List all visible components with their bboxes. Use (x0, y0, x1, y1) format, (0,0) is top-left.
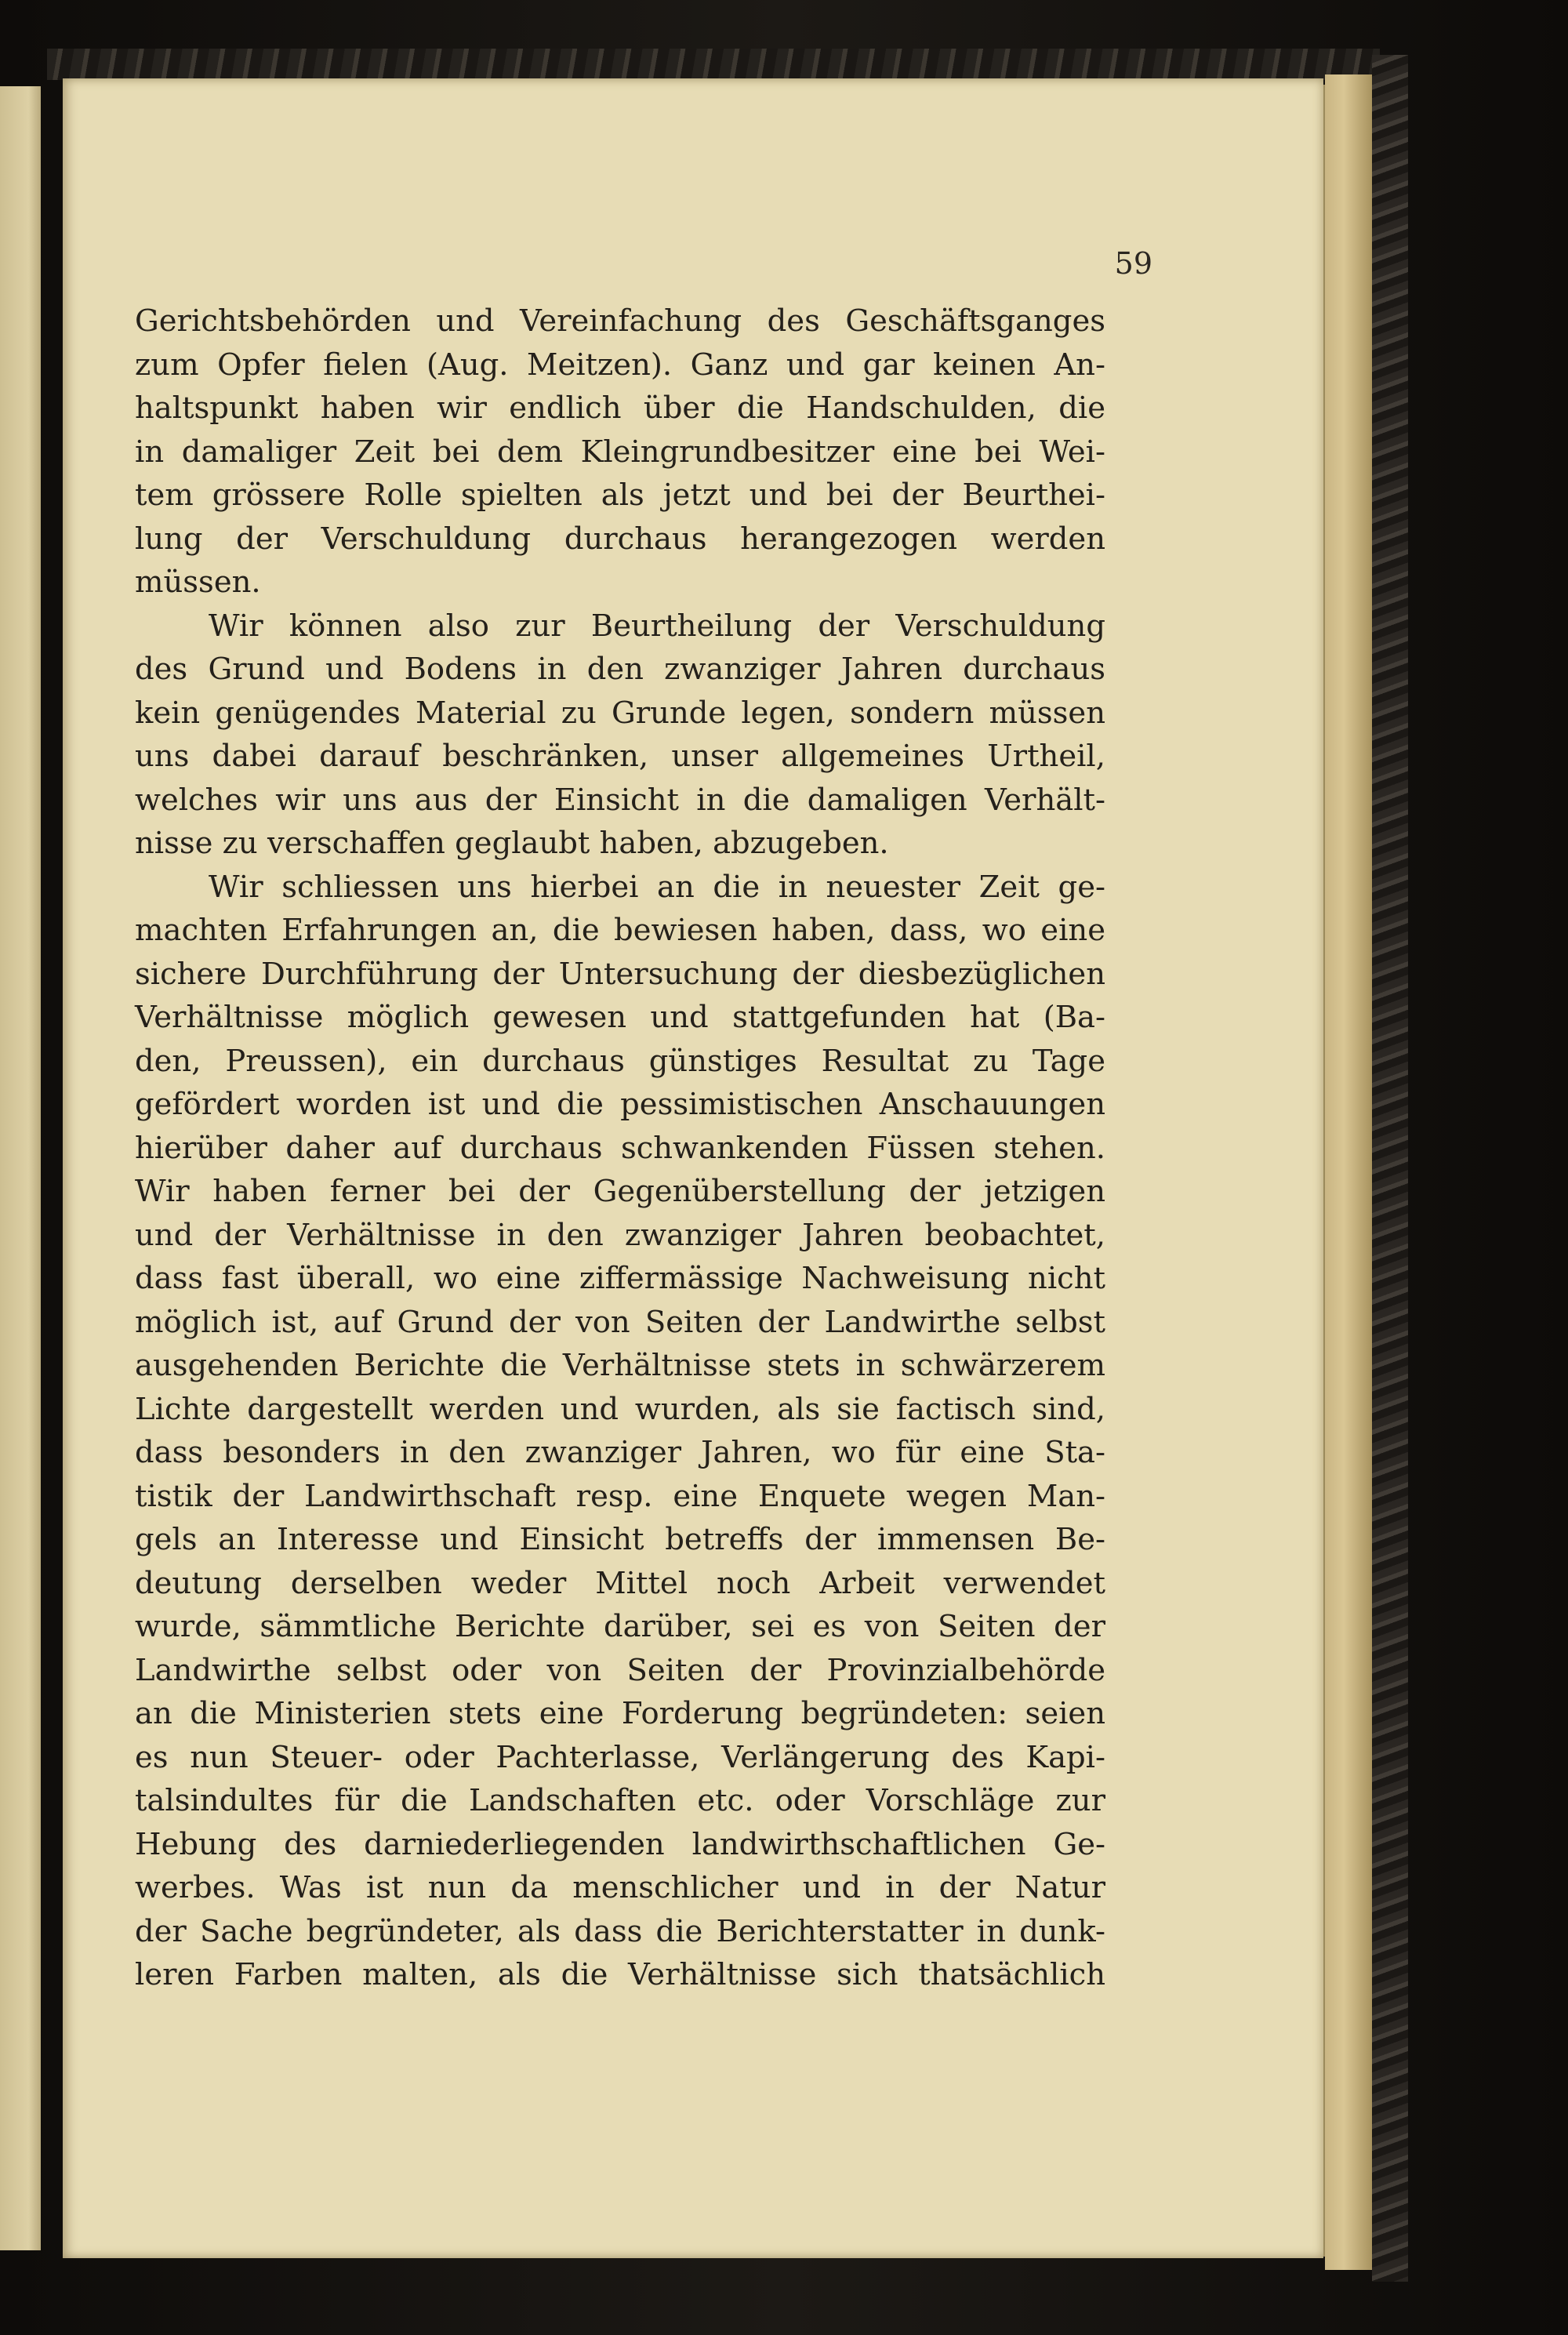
text-line: zum Opfer fielen (Aug. Meitzen). Ganz und gar keinen An- (135, 347, 1105, 383)
text-line: sichere Durchführung der Untersuchung der diesbezüglichen (135, 956, 1105, 992)
text-line: des Grund und Bodens in den zwanziger Jahren durchaus (135, 652, 1105, 687)
text-line: der Sache begründeter, als dass die Berichterstatter in dunk- (135, 1913, 1105, 1949)
text-line: gels an Interesse und Einsicht betreffs der immensen Be- (135, 1522, 1105, 1557)
text-line: leren Farben malten, als die Verhältnisse sich thatsächlich (135, 1957, 1105, 1992)
text-line: talsindultes für die Landschaften etc. oder Vorschläge zur (135, 1783, 1105, 1818)
page-border-line (1323, 85, 1325, 2257)
text-line: möglich ist, auf Grund der von Seiten der Landwirthe selbst (135, 1304, 1105, 1340)
text-line: es nun Steuer- oder Pachterlasse, Verlängerung des Kapi- (135, 1739, 1105, 1775)
book-cover-top-edge (47, 49, 1380, 80)
text-line: Landwirthe selbst oder von Seiten der Provinzialbehörde (135, 1652, 1105, 1688)
text-line: und der Verhältnisse in den zwanziger Jahren beobachtet, (135, 1217, 1105, 1253)
text-line: lung der Verschuldung durchaus herangezogen werden (135, 521, 1105, 557)
text-line: welches wir uns aus der Einsicht in die damaligen Verhält- (135, 782, 1105, 818)
book-cover-right-edge (1372, 55, 1408, 2282)
page-number: 59 (1114, 246, 1152, 281)
text-line: hierüber daher auf durchaus schwankenden Füssen stehen. (135, 1130, 1105, 1166)
text-line: deutung derselben weder Mittel noch Arbeit verwendet (135, 1565, 1105, 1601)
text-line: dass fast überall, wo eine ziffermässige Nachweisung nicht (135, 1261, 1105, 1296)
facing-page-edge (0, 86, 41, 2250)
text-line: an die Ministerien stets eine Forderung begründeten: seien (135, 1696, 1105, 1731)
text-line: Lichte dargestellt werden und wurden, als sie factisch sind, (135, 1391, 1105, 1427)
text-line: tem grössere Rolle spielten als jetzt und bei der Beurthei- (135, 478, 1105, 513)
text-line: Gerichtsbehörden und Vereinfachung des Geschäftsganges (135, 303, 1105, 339)
page-block-fore-edge (1325, 74, 1372, 2270)
text-line: nisse zu verschaffen geglaubt haben, abzugeben. (135, 826, 889, 861)
text-line: ausgehenden Berichte die Verhältnisse stets in schwärzerem (135, 1348, 1105, 1383)
text-line: tistik der Landwirthschaft resp. eine Enquete wegen Man- (135, 1478, 1105, 1514)
text-line: Wir schliessen uns hierbei an die in neuester Zeit ge- (209, 869, 1105, 905)
text-line: Verhältnisse möglich gewesen und stattgefunden hat (Ba- (135, 1000, 1105, 1035)
text-line: Wir haben ferner bei der Gegenüberstellung der jetzigen (135, 1174, 1105, 1209)
text-line: kein genügendes Material zu Grunde legen, sondern müssen (135, 695, 1105, 731)
text-line: werbes. Was ist nun da menschlicher und in der Natur (135, 1870, 1105, 1905)
text-line: dass besonders in den zwanziger Jahren, wo für eine Sta- (135, 1435, 1105, 1470)
text-line: wurde, sämmtliche Berichte darüber, sei es von Seiten der (135, 1609, 1105, 1644)
text-line: Wir können also zur Beurtheilung der Verschuldung (209, 608, 1105, 644)
text-line: Hebung des darniederliegenden landwirthschaftlichen Ge- (135, 1826, 1105, 1862)
text-line: müssen. (135, 565, 261, 600)
text-line: gefördert worden ist und die pessimistischen Anschauungen (135, 1087, 1105, 1122)
text-line: haltspunkt haben wir endlich über die Handschulden, die (135, 390, 1105, 426)
text-line: machten Erfahrungen an, die bewiesen haben, dass, wo eine (135, 913, 1105, 948)
text-line: uns dabei darauf beschränken, unser allgemeines Urtheil, (135, 739, 1105, 774)
body-text (135, 300, 1105, 1997)
text-line: in damaliger Zeit bei dem Kleingrundbesitzer eine bei Wei- (135, 434, 1105, 470)
text-line: den, Preussen), ein durchaus günstiges Resultat zu Tage (135, 1043, 1105, 1079)
